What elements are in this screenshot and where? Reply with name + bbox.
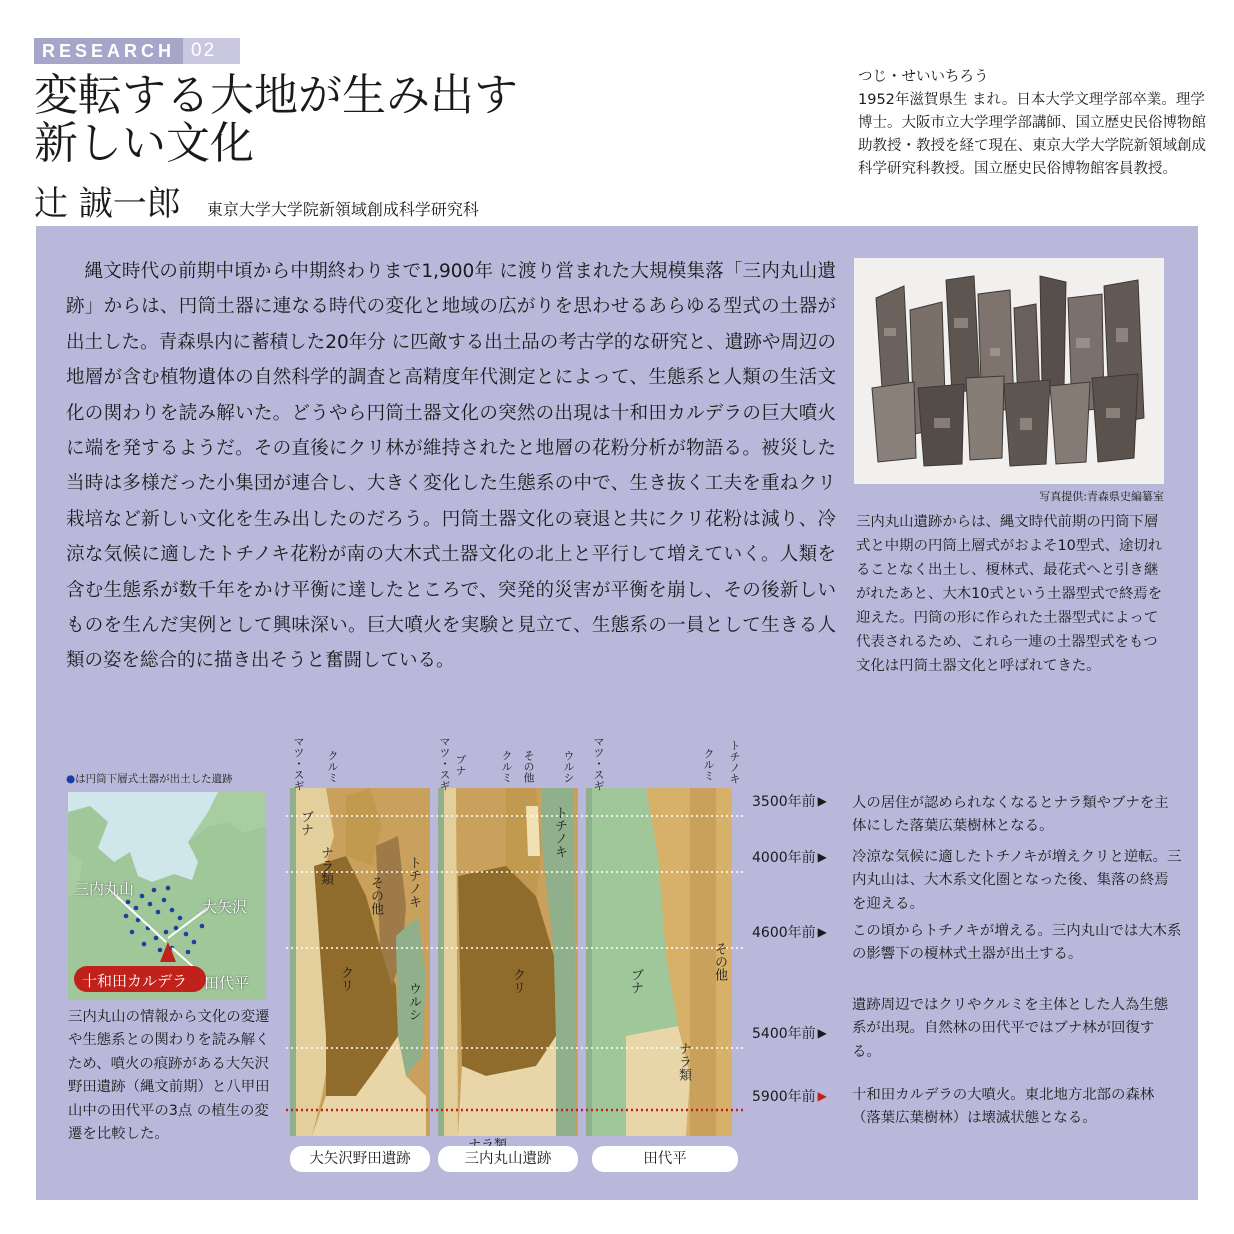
site-map xyxy=(68,792,266,1000)
c2-species-3: その他 xyxy=(522,750,535,783)
pollen-diagram xyxy=(286,736,746,1180)
timeline-year-text: 5400年前 xyxy=(752,1026,816,1042)
map-legend xyxy=(66,771,233,786)
research-tag xyxy=(34,38,240,64)
map-legend-dot: ● xyxy=(66,773,76,785)
c2-area-tochinoki: トチノキ xyxy=(552,806,567,858)
c2-species-1: ブナ xyxy=(454,754,467,776)
author-name: 辻 誠一郎 xyxy=(34,184,181,224)
c3-area-other: その他 xyxy=(712,942,727,981)
pottery-illustration xyxy=(854,258,1164,484)
timeline-year-5900 xyxy=(752,1086,827,1106)
map-label-oyachi: 大矢沢 xyxy=(202,898,248,916)
map-legend-text: は円筒下層式土器が出土した遺跡 xyxy=(75,773,233,785)
column-label-sannai: 三内丸山遺跡 xyxy=(438,1146,578,1172)
c1-species-1: クルミ xyxy=(326,750,339,783)
research-label: RESEARCH xyxy=(34,38,183,64)
timeline-year-4600 xyxy=(752,922,827,942)
pollen-diagram-graphic xyxy=(286,736,746,1180)
column-label-tashirotai: 田代平 xyxy=(592,1146,738,1172)
pottery-photo xyxy=(854,258,1164,484)
c2-area-kuri: クリ xyxy=(510,968,525,994)
author-row xyxy=(34,176,479,225)
c2-species-4: ウルシ xyxy=(562,750,575,783)
essay-text: 縄文時代の前期中頃から中期終わりまで1,900年 に渡り営まれた大規模集落「三内丸山遺跡」からは、円筒土器に連なる時代の変化と地域の広がりを思わせるあらゆる型式の土器が出土した。青森県内に蓄積した20年分 に匹敵する出土品の考古学的な研究と、遺跡や周辺の地層が含む植物遺体の自然科学的調査と高精度年代測定とによって、生態系と人類の生活文化の関わりを読み解いた。どうやら円筒土器文化の突然の出現は十和田カルデラの巨大噴火に端を発するようだ。その直後にクリ林が維持されたと地層の花粉分析が物語る。被災した当時は多様だった小集団が連合し、大きく変化した生態系の中で、生き抜く工夫を重ねクリ栽培など新しい文化を生み出したのだろう。円筒土器文化の衰退と共にクリ花粉は減り、冷涼な気候に適したトチノキ花粉が南の大木式土器文化の北上と平行して増えていく。人類を含む生態系が数千年をかけ平衡に達したところで、突発的災害が平衡を崩し、その後新しいものを生んだ実例として興味深い。巨大噴火を実験と見立て、生態系の一員として生きる人類の姿を総合的に描き出そうと奮闘している。 xyxy=(66,261,836,672)
timeline-year-text: 5900年前 xyxy=(752,1089,816,1105)
timeline-year-5400 xyxy=(752,1023,827,1043)
c3-area-buna: ブナ xyxy=(628,968,643,994)
timeline-desc-3500: 人の居住が認められなくなるとナラ類やブナを主体にした落葉広葉樹林となる。 xyxy=(852,795,1169,835)
arrow-right-icon: ▶ xyxy=(817,794,827,808)
timeline-desc-5400: 遺跡周辺ではクリやクルミを主体とした人為生態系が出現。自然林の田代平ではブナ林が回復する。 xyxy=(852,997,1169,1060)
c1-area-other: その他 xyxy=(368,876,383,915)
timeline-year-text: 3500年前 xyxy=(752,794,816,810)
c1-area-buna: ブナ xyxy=(298,810,313,836)
map-label-tashirotai: 田代平 xyxy=(204,974,250,992)
timeline-year-3500 xyxy=(752,791,827,811)
c3-area-nara: ナラ類 xyxy=(676,1042,691,1081)
c1-area-urushi: ウルシ xyxy=(406,982,421,1021)
timeline-desc-4600: この頃からトチノキが増える。三内丸山では大木系の影響下の榎林式土器が出土する。 xyxy=(852,923,1182,963)
column-oyachi-graphic xyxy=(290,788,430,1136)
column-label-oyachi: 大矢沢野田遺跡 xyxy=(290,1146,430,1172)
c3-species-2: トチノキ xyxy=(728,740,741,784)
page-title xyxy=(34,72,518,168)
author-bio xyxy=(858,66,1208,181)
main-panel xyxy=(36,226,1198,1200)
photo-caption: 三内丸山遺跡からは、縄文時代前期の円筒下層式と中期の円筒上層式がおよそ10型式、途切れることなく出土し、榎林式、最花式へと引き継がれたあと、大木10式という土器型式で終焉を迎えた。円筒の形に作られた土器型式によって代表されるため、これら一連の土器型式をもつ文化は円筒土器文化と呼ばれてきた。 xyxy=(856,514,1163,674)
timeline-year-4000 xyxy=(752,847,827,867)
title-line-2: 新しい文化 xyxy=(34,118,254,169)
arrow-right-icon: ▶ xyxy=(817,925,827,939)
timeline-year-text: 4000年前 xyxy=(752,850,816,866)
bio-text: 1952年滋賀県生 まれ。日本大学文理学部卒業。理学博士。大阪市立大学理学部講師、国立歴史民俗博物館助教授・教授を経て現在、東京大学大学院新領域創成科学研究科教授。国立歴史民俗博物館客員教授。 xyxy=(858,92,1206,177)
c1-species-0: マツ・スギ xyxy=(292,736,305,791)
research-number: 02 xyxy=(183,38,240,64)
timeline-year-text: 4600年前 xyxy=(752,925,816,941)
c2-species-0: マツ・スギ xyxy=(438,736,451,791)
title-line-1: 変転する大地が生み出す xyxy=(34,70,518,121)
map-caption: 三内丸山の情報から文化の変遷や生態系との関わりを読み解くため、噴火の痕跡がある大矢沢野田遺跡（縄文前期）と八甲田山中の田代平の3点 の植生の変遷を比較した。 xyxy=(68,1009,270,1143)
c1-area-tochinoki: トチノキ xyxy=(406,856,421,908)
author-affiliation: 東京大学大学院新領域創成科学研究科 xyxy=(206,200,479,219)
timeline-desc-4000: 冷涼な気候に適したトチノキが増えクリと逆転。三内丸山は、大木系文化圏となった後、集落の終焉を迎える。 xyxy=(852,849,1182,912)
c1-area-nara: ナラ類 xyxy=(318,846,333,885)
timeline-desc-5900: 十和田カルデラの大噴火。東北地方北部の森林（落葉広葉樹林）は壊滅状態となる。 xyxy=(852,1087,1155,1127)
c3-species-0: マツ・スギ xyxy=(592,736,605,791)
arrow-right-icon: ▶ xyxy=(817,1089,827,1103)
c2-species-2: クルミ xyxy=(500,750,513,783)
bio-reading: つじ・せいいちろう xyxy=(858,69,989,85)
map-label-towada: 十和田カルデラ xyxy=(82,972,188,990)
c1-area-kuri: クリ xyxy=(338,966,353,992)
arrow-right-icon: ▶ xyxy=(817,850,827,864)
arrow-right-icon: ▶ xyxy=(817,1026,827,1040)
map-label-sannai: 三内丸山 xyxy=(74,880,135,898)
c3-species-1: クルミ xyxy=(702,748,715,781)
photo-credit: 写真提供:青森県史編纂室 xyxy=(1039,490,1164,503)
